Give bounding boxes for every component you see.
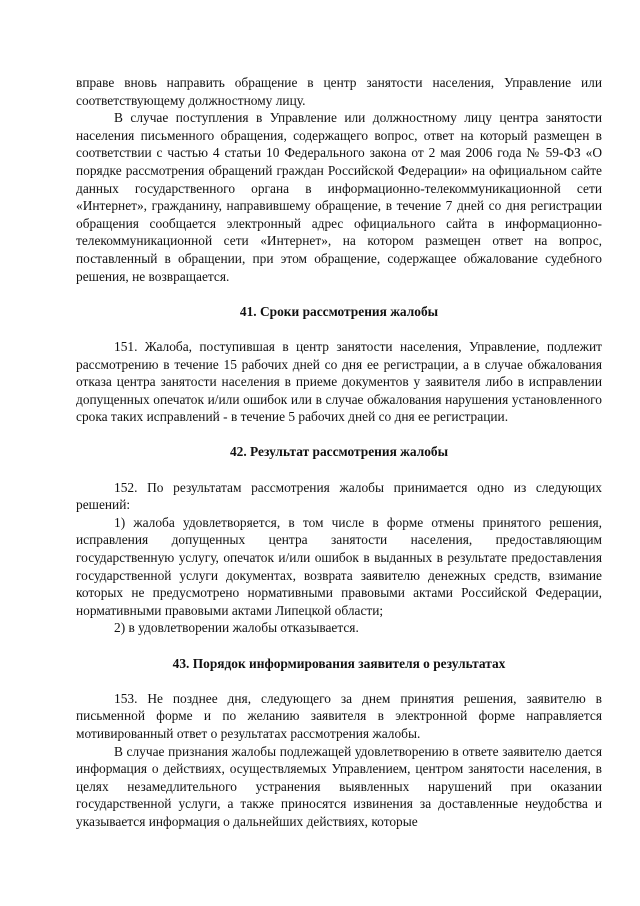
section-heading-41: 41. Сроки рассмотрения жалобы [239, 303, 439, 319]
paragraph-151: 151. Жалоба, поступившая в центр занятости населения, Управление, подлежит рассмотрению в течение 15 рабочих дней со дня ее регистрации, а в случае обжалования отказа центра занятости населения в приеме документов у заявителя либо в исправлении допущенных опечаток и/или ошибок или в случае обжалования нарушения установленного срока таких исправлений - в течение 5 рабочих дней со дня ее регистрации. [76, 338, 602, 425]
paragraph-152-item-2: 2) в удовлетворении жалобы отказывается. [114, 620, 359, 636]
paragraph-intro: вправе вновь направить обращение в центр занятости населения, Управление или соответствующему должностному лицу. [76, 75, 602, 108]
section-heading-43: 43. Порядок информирования заявителя о результатах [172, 655, 506, 671]
section-heading-42: 42. Результат рассмотрения жалобы [229, 444, 449, 460]
document-page [76, 74, 602, 831]
paragraph-153-continuation: В случае признания жалобы подлежащей удовлетворению в ответе заявителю дается информация о действиях, осуществляемых Управлением, центром занятости населения, в целях незамедлительного устранения выявленных нарушений при оказании государственной услуги, а также приносятся извинения за доставленные неудобства и указывается информация о дальнейших действиях, которые [76, 743, 602, 829]
paragraph-internet-answer: В случае поступления в Управление или должностному лицу центра занятости населения письменного обращения, содержащего вопрос, ответ на который размещен в соответствии с частью 4 статьи 10 Федерального закона от 2 мая 2006 года № 59-ФЗ «О порядке рассмотрения обращений граждан Российской Федерации» на официальном сайте данных государственного органа в информационно-телекоммуникационной сети «Интернет», гражданину, направившему обращение, в течение 7 дней со дня регистрации обращения сообщается электронный адрес официального сайта в информационно-телекоммуникационной сети «Интернет», на котором размещен ответ на вопрос, поставленный в обращении, при этом обращение, содержащее обжалование судебного решения, не возвращается. [76, 110, 602, 284]
paragraph-152: 152. По результатам рассмотрения жалобы принимается одно из следующих решений: [76, 479, 602, 513]
paragraph-152-item-1: 1) жалоба удовлетворяется, в том числе в форме отмены принятого решения, исправления допущенных центра занятости населения, предоставляющим государственную услугу, опечаток и/или ошибок в выданных в результате предоставления государственной услуги документах, возврата заявителю денежных средств, взимание которых не предусмотрено нормативными правовыми актами Российской Федерации, нормативными правовыми актами Липецкой области; [76, 514, 602, 618]
paragraph-153: 153. Не позднее дня, следующего за днем принятия решения, заявителю в письменной форме и по желанию заявителя в электронной форме направляется мотивированный ответ о результатах рассмотрения жалобы. [76, 690, 602, 741]
